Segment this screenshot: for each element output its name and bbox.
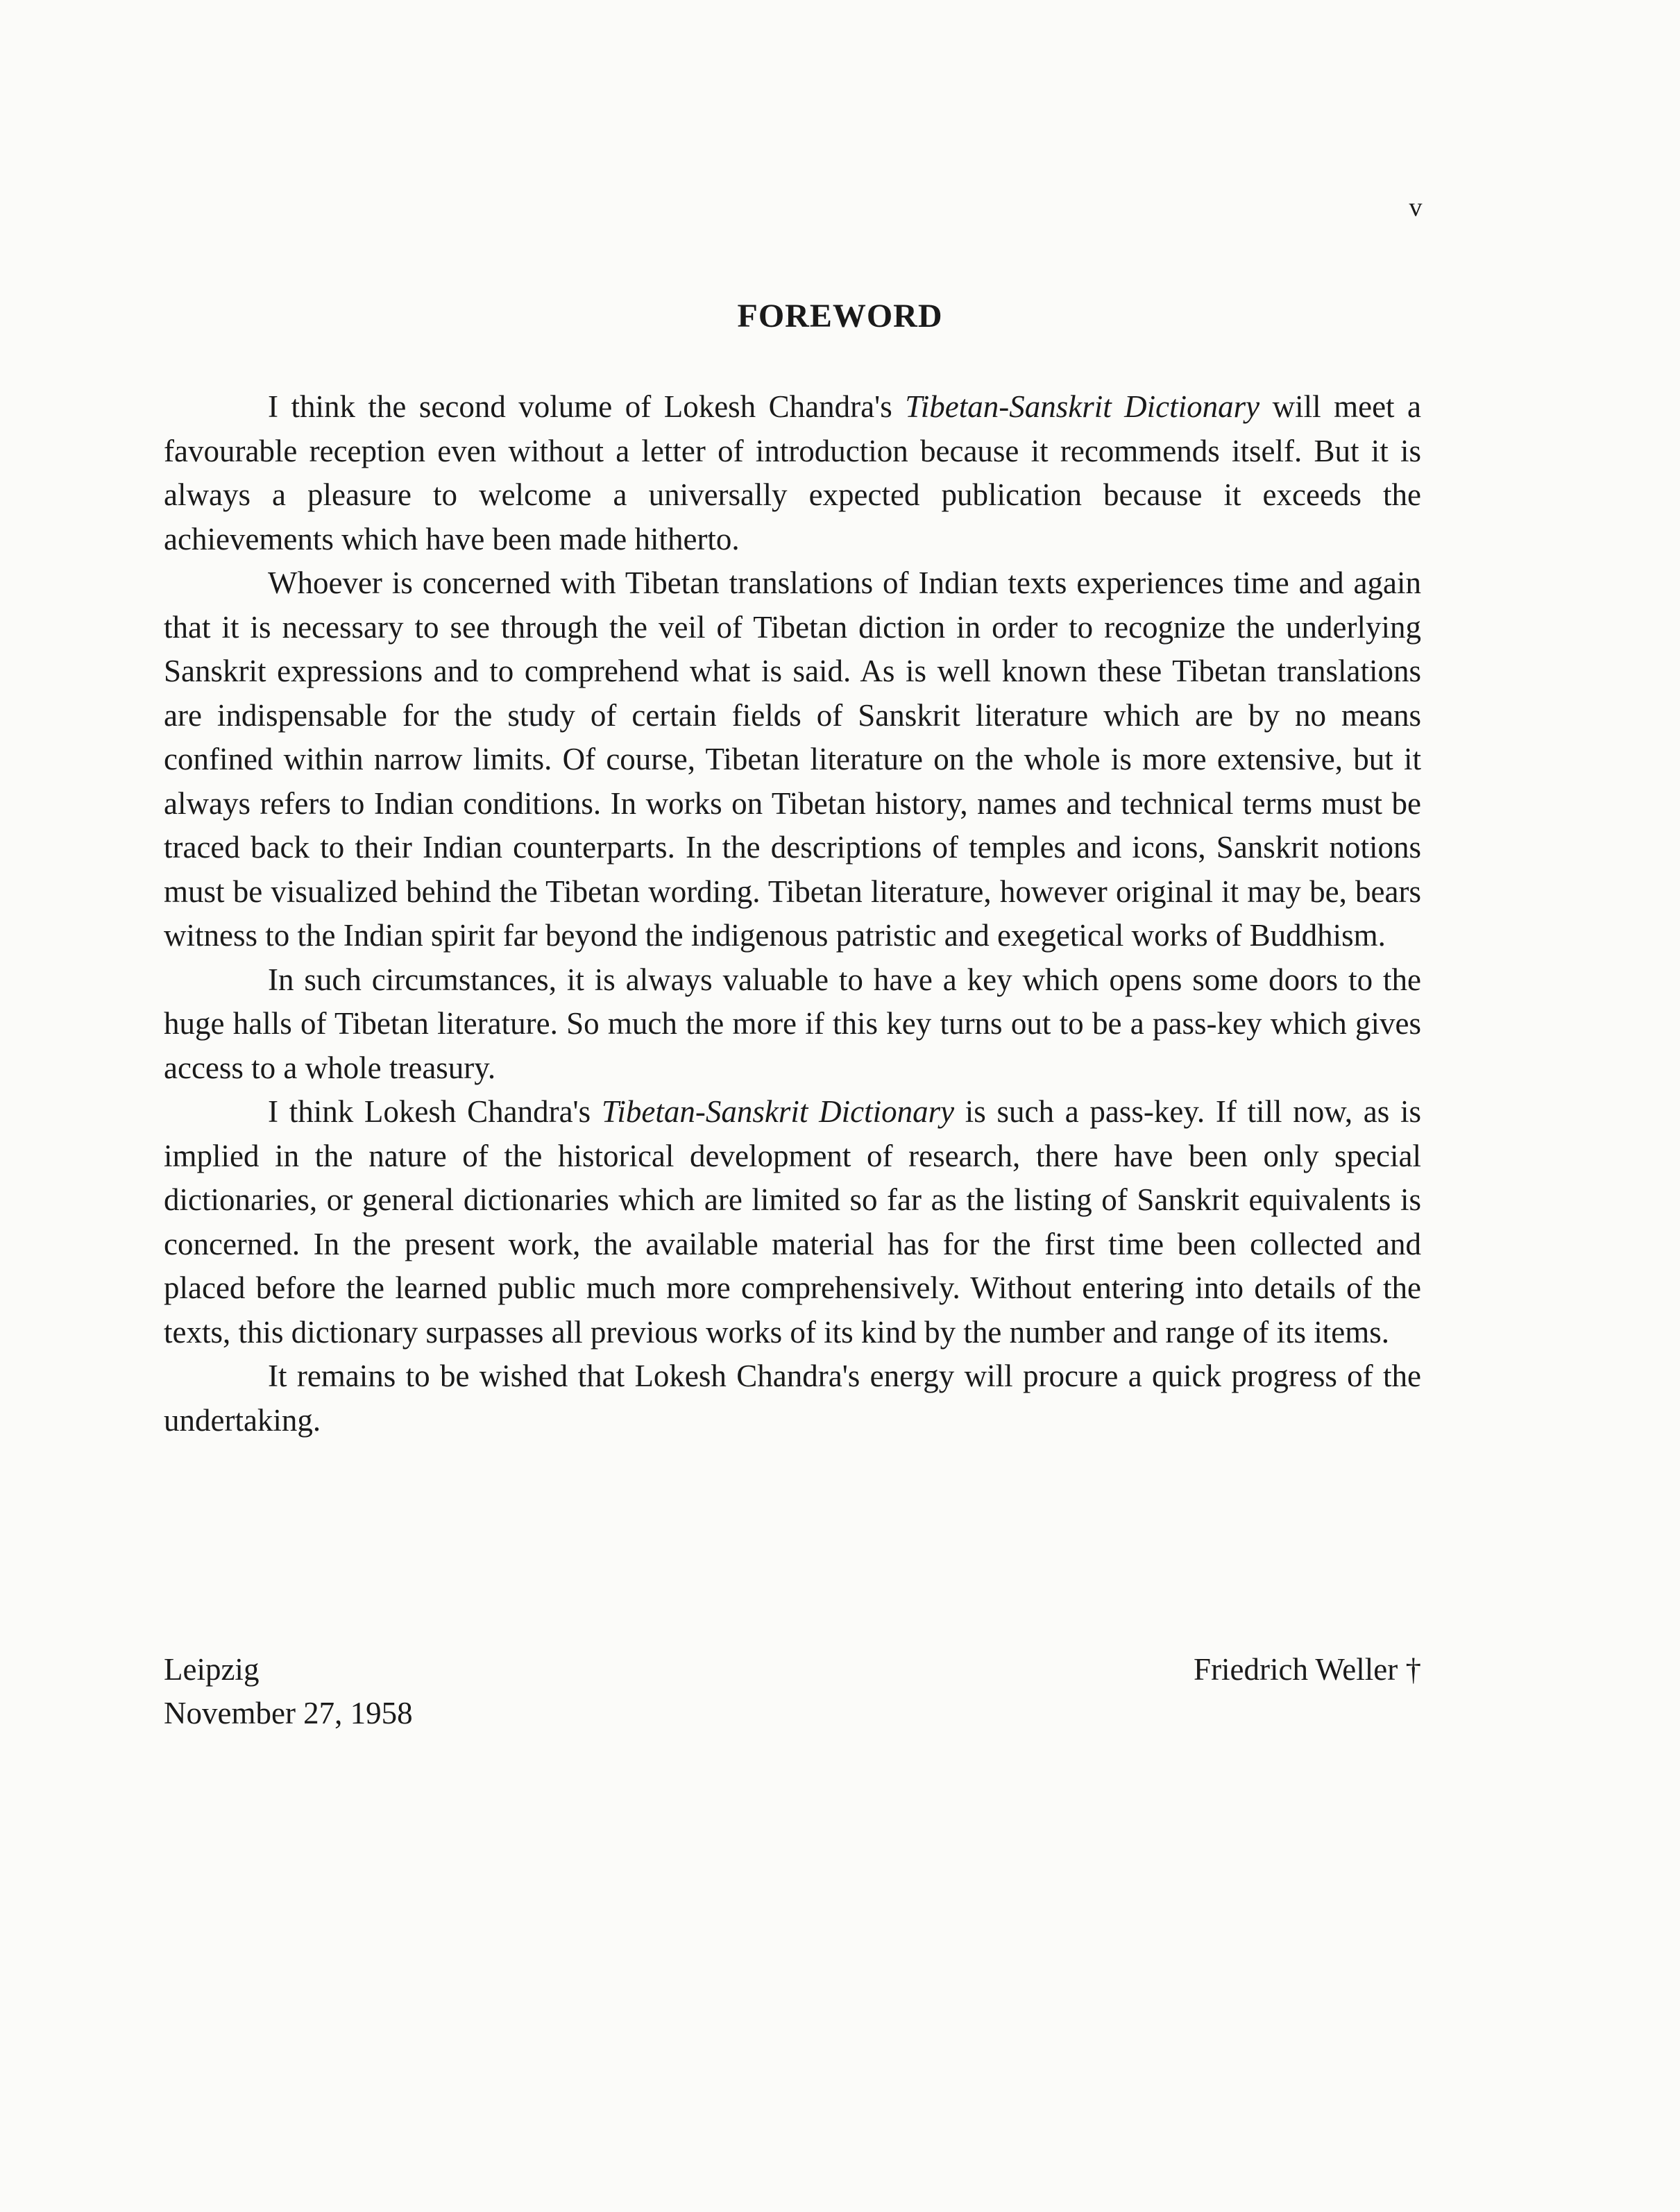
page-number: v [1409, 193, 1423, 222]
page-title: FOREWORD [737, 298, 943, 334]
author-name: Friedrich Weller † [1194, 1652, 1421, 1687]
place: Leipzig [164, 1652, 260, 1687]
paragraph-1: I think the second volume of Lokesh Chandra's Tibetan-Sanskrit Dictionary will meet a favourable reception even without a letter of introduction because it recommends itself. But it is always a pleasure to welcome a universally expected publication because it exceeds the achievements which have been made hitherto. [164, 389, 1421, 556]
paragraph-2: Whoever is concerned with Tibetan translations of Indian texts experiences time and again that it is necessary to see through the veil of Tibetan diction in order to recognize the underlying Sanskrit expressions and to comprehend what is said. As is well known these Tibetan translations are indispensable for the study of certain fields of Sanskrit literature which are by no means confined within narrow limits. Of course, Tibetan literature on the whole is more extensive, but it always refers to Indian conditions. In works on Tibetan history, names and technical terms must be traced back to their Indian counterparts. In the descriptions of temples and icons, Sanskrit notions must be visualized behind the Tibetan wording. Tibetan literature, however original it may be, bears witness to the Indian spirit far beyond the indigenous patristic and exegetical works of Buddhism. [164, 565, 1421, 953]
foreword-body [164, 385, 1421, 1443]
paragraph-3: In such circumstances, it is always valuable to have a key which opens some doors to the huge halls of Tibetan literature. So much the more if this key turns out to be a pass-key which gives access to a whole treasury. [164, 962, 1421, 1085]
book-title-italic: Tibetan-Sanskrit Dictionary [905, 389, 1260, 424]
paragraph-4: I think Lokesh Chandra's Tibetan-Sanskrit Dictionary is such a pass-key. If till now, as is implied in the nature of the historical development of research, there have been only special dictionaries, or general dictionaries which are limited so far as the listing of Sanskrit equivalents is concerned. In the present work, the available material has for the first time been collected and placed before the learned public much more comprehensively. Without entering into details of the texts, this dictionary surpasses all previous works of its kind by the number and range of its items. [164, 1094, 1422, 1350]
book-title-italic: Tibetan-Sanskrit Dictionary [601, 1094, 955, 1129]
date: November 27, 1958 [164, 1696, 413, 1730]
place-date [164, 1648, 413, 1735]
paragraph-5: It remains to be wished that Lokesh Chandra's energy will procure a quick progress of the undertaking. [164, 1359, 1421, 1438]
